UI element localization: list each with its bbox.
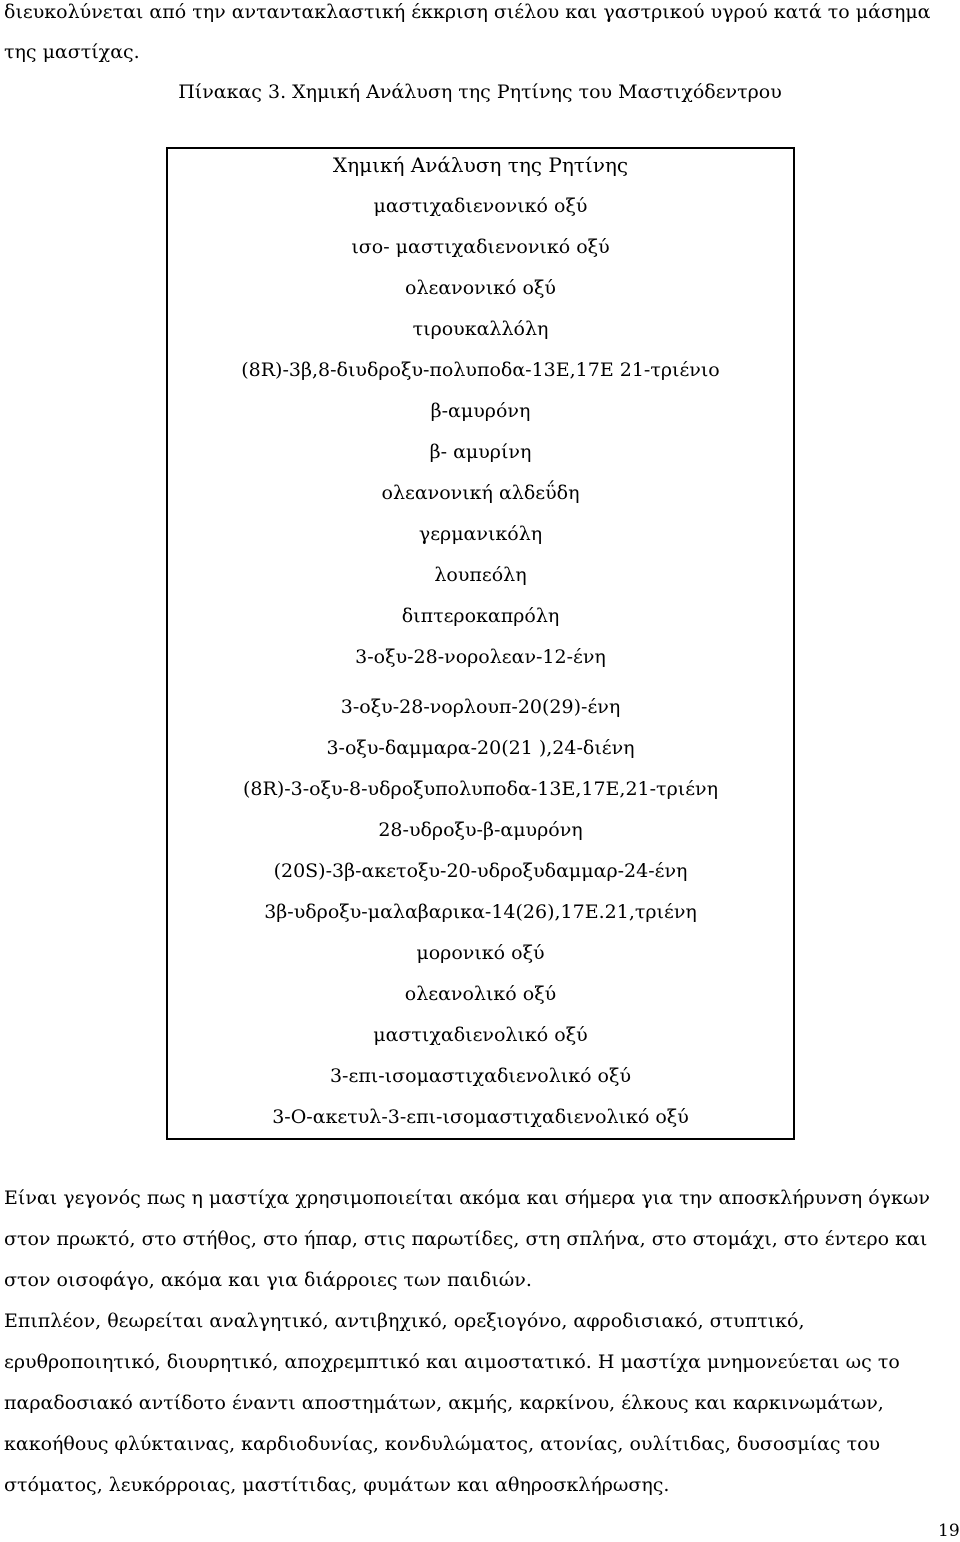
table-row: β-αμυρόνη [430,400,531,422]
table-row: ολεανολικό οξύ [404,983,557,1005]
body-line-1: Είναι γεγονός πως η μαστίχα χρησιμοποιείται ακόμα και σήμερα για την αποσκλήρυνση όγκων [4,1187,930,1209]
table-row: ολεανονικό οξύ [405,277,556,299]
table-row: (8R)-3-οξυ-8-υδροξυπολυποδα-13Ε,17Ε,21-τριένη [243,778,718,800]
table-row: (20S)-3β-ακετοξυ-20-υδροξυδαμμαρ-24-ένη [273,860,688,882]
body-line-3: στον οισοφάγο, ακόμα και για διάρροιες των παιδιών. [4,1269,532,1291]
table-row: μαστιχαδιενονικό οξύ [373,195,588,217]
intro-line-1: διευκολύνεται από την ανταντακλαστική έκκριση σιέλου και γαστρικού υγρού κατά το μάσημα [4,1,931,23]
table-row: 3-οξυ-28-νορλουπ-20(29)-ένη [340,696,621,718]
body-line-2: στον πρωκτό, στο στήθος, στο ήπαρ, στις παρωτίδες, στη σπλήνα, στο στομάχι, στο έντερο και [4,1228,928,1250]
page-number: 19 [938,1521,960,1541]
table-row: 3-Ο-ακετυλ-3-επι-ισομαστιχαδιενολικό οξύ [272,1106,689,1128]
table-row: 3-οξυ-δαμμαρα-20(21 ),24-διένη [326,737,635,759]
body-line-5: ερυθροποιητικό, διουρητικό, αποχρεμπτικό και αιμοστατικό. Η μαστίχα μνημονεύεται ως το [4,1351,900,1373]
table-header: Χημική Ανάλυση της Ρητίνης [332,153,629,177]
body-line-7: κακοήθους φλύκταινας, καρδιοδυνίας, κονδυλώματος, ατονίας, ουλίτιδας, δυσοσμίας του [4,1433,881,1455]
chemical-analysis-table [166,147,795,1140]
table-row: 3-επι-ισομαστιχαδιενολικό οξύ [329,1065,632,1087]
body-line-6: παραδοσιακό αντίδοτο έναντι αποστημάτων, ακμής, καρκίνου, έλκους και καρκινωμάτων, [4,1392,884,1414]
table-row: 28-υδροξυ-β-αμυρόνη [378,819,583,841]
body-line-8: στόματος, λευκόρροιας, μαστίτιδας, φυμάτων και αθηροσκλήρωσης. [4,1474,670,1496]
table-row: μορονικό οξύ [416,942,545,964]
table-row: 3β-υδροξυ-μαλαβαρικα-14(26),17Ε.21,τριένη [264,901,697,923]
body-line-4: Επιπλέον, θεωρείται αναλγητικό, αντιβηχικό, ορεξιογόνο, αφροδισιακό, στυπτικό, [4,1310,805,1332]
intro-line-2: της μαστίχας. [4,41,140,63]
table-row: β- αμυρίνη [429,441,532,463]
table-row: (8R)-3β,8-διυδροξυ-πολυποδα-13Ε,17Ε 21-τριένιο [241,359,720,381]
table-row: μαστιχαδιενολικό οξύ [373,1024,588,1046]
table-caption: Πίνακας 3. Χημική Ανάλυση της Ρητίνης του Μαστιχόδεντρου [178,81,782,103]
table-row: 3-οξυ-28-νορολεαν-12-ένη [355,646,606,668]
table-row: ισο- μαστιχαδιενονικό οξύ [351,236,610,258]
table-row: ολεανονική αλδεΰδη [381,482,580,504]
table-row: γερμανικόλη [418,523,543,545]
table-row: διπτεροκαπρόλη [401,605,560,627]
table-row: τιρουκαλλόλη [412,318,549,340]
table-row: λουπεόλη [434,564,527,586]
